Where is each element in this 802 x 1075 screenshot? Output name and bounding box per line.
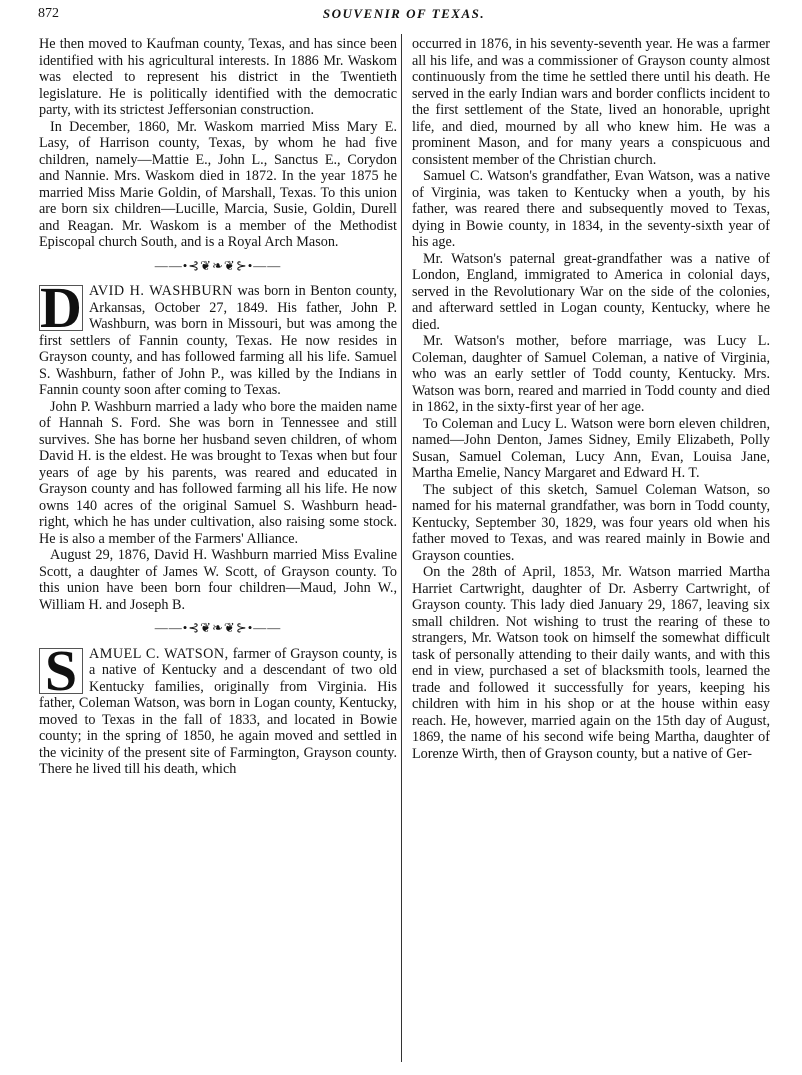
right-column [412,36,770,762]
drop-cap-d: D [40,275,82,340]
paragraph: Mr. Watson's paternal great-grandfather was a native of London, England, immigrated to America in colonial days, served in the Revolutionary War on the side of the colonies, and afterward settled in Logan county, Kentucky, where he died. [412,250,770,333]
paragraph-text: farmer of Grayson county, is a native of Kentucky and a descendant of two old Kentucky families, originally from Virginia. His father, Coleman Watson, was born in Logan county, Kentucky, moved to Texas in the fall of 1833, and located in Bowie county; in the spring of 1850, he again moved and settled in the vicinity of the present site of Farmington, Grayson county. There he lived till his death, which [39,645,398,777]
biography-heading: AVID H. WASHBURN [89,283,233,299]
page-header [38,6,770,26]
section-ornament: ——•⊰❦❧❦⊱•—— [154,620,282,635]
biography-heading: AMUEL C. WATSON, [89,645,229,662]
paragraph: The subject of this sketch, Samuel Coleman Watson, so named for his maternal grandfather, was born in Todd county, Kentucky, September 30, 1829, was four years old when his father moved to Texas, and was reared mainly in Bowie and Grayson counties. [412,481,770,564]
paragraph: Mr. Watson's mother, before marriage, was Lucy L. Coleman, daughter of Samuel Coleman, a native of Virginia, who was an early settler of Todd county, Kentucky. Mrs. Watson was born, reared and married in Todd county and died in 1862, in the sixty-first year of her age. [412,333,770,415]
left-column [39,36,397,778]
paragraph: John P. Washburn married a lady who bore the maiden name of Hannah S. Ford. She was born in Tennessee and still survives. She has borne her husband seven children, of whom David H. is the eldest. He was brought to Texas when but four years of age by his parents, was reared and educated in Grayson county and has followed farming all his life. He now owns 140 acres of the original Samuel S. Washburn head-right, which he has under cultivation, also raising some stock. He is also a member of the Farmers' Alliance. [39,398,397,547]
paragraph: In December, 1860, Mr. Waskom married Miss Mary E. Lasy, of Harrison county, Texas, by whom he had five children, namely—Mattie E., John L., Sanctus E., Corydon and Nannie. Mrs. Waskom died in 1872. In the year 1875 he married Miss Marie Goldin, of Marshall, Texas. To this union are born six children—Lucille, Marcia, Susie, Goldin, Durell and Reagan. Mr. Waskom is a member of the Methodist Episcopal church South, and is a Royal Arch Mason. [39,118,397,250]
paragraph-text: was born in Benton county, Arkansas, October 27, 1849. His father, John P. Washburn, was born in Missouri, but was among the first settlers of Fannin county, Texas. He now resides in Grayson county, and has followed farming all his life. Samuel S. Washburn, father of John P., was killed by the Indians in Fannin county soon after coming to Texas. [39,283,398,398]
paragraph: To Coleman and Lucy L. Watson were born eleven children, named—John Denton, James Sidney, Emily Elizabeth, Polly Susan, Samuel Coleman, Lucy Ann, Evan, Louisa Jane, Martha Emelie, Nancy Margaret and Edward H. T. [412,415,770,481]
paragraph: On the 28th of April, 1853, Mr. Watson married Martha Harriet Cartwright, daughter of Dr. Asberry Cartwright, of Grayson county. This lady died January 29, 1867, leaving six small children. Not wishing to trust the rearing of these to strangers, Mr. Watson took on himself the somewhat difficult task of personally attending to their daily wants, and with this end in view, purchased a set of blacksmith tools, learned the trade and followed it successfully for years, keeping his children with him in his shop or at the house within easy reach. He, however, married again on the 15th day of August, 1869, the name of his second wife being Martha, daughter of Lorenze Wirth, then of Grayson county, but a native of Ger- [412,564,770,762]
drop-cap-s: S [39,648,83,694]
watson-biography-intro [39,637,398,778]
paragraph: occurred in 1876, in his seventy-seventh year. He was a farmer all his life, and was a commissioner of Grayson county almost continuously from the time he settled there until his death. He served in the early Indian wars and border conflicts incident to the first settlement of the State, lived an honorable, upright life, and died, mourned by all who knew him. He was a prominent Mason, and for many years a conspicuous and consistent member of the Christian church. [412,36,770,168]
section-ornament: ——•⊰❦❧❦⊱•—— [154,257,282,273]
page-number: 872 [38,6,59,21]
paragraph: August 29, 1876, David H. Washburn married Miss Evaline Scott, a daughter of James W. Scott, of Grayson county. To this union have been born four children—Maud, John W., William H. and Joseph B. [39,547,397,613]
paragraph: He then moved to Kaufman county, Texas, and has since been identified with his agricultural interests. In 1886 Mr. Waskom was elected to represent his district in the Twentieth legislature. He is politically identified with the democratic party, with its strictest Jeffersonian construction. [39,36,397,118]
column-divider [401,34,402,1062]
paragraph: Samuel C. Watson's grandfather, Evan Watson, was a native of Virginia, was taken to Kentucky when a youth, by his father, was reared there and subsequently moved to Texas, dying in Bowie county, in 1834, in the seventy-sixth year of his age. [412,168,770,250]
running-title: SOUVENIR OF TEXAS. [322,6,486,21]
washburn-biography-intro [39,275,398,399]
